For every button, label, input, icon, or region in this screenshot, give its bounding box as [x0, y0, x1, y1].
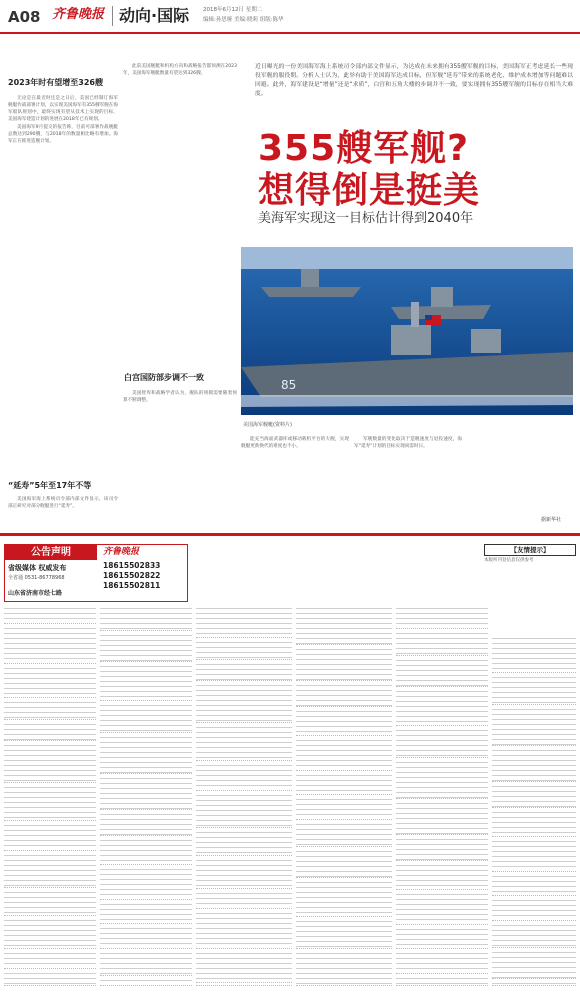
classified-ad-block [196, 858, 292, 889]
classified-ad-block [396, 801, 488, 835]
page-number: A08 [8, 8, 41, 26]
bottom-col-1 [241, 436, 349, 528]
classified-ad-block [100, 735, 192, 774]
classified-ad-block [296, 797, 392, 820]
classified-ad-block [396, 606, 488, 629]
classified-ad-block [296, 880, 392, 917]
bottom-para-1: 能充当海面武器库或移动载机平台的大舰，实现舰艇更新换代的难度也不小。 [241, 437, 349, 449]
left-subhead: 2023年时有望增至326艘 [8, 78, 103, 87]
classified-ad-block [4, 971, 96, 986]
left-para-2: 美国海军9月提交的报告称，目前可部署作战舰艇总数达到290艘，与2018年的数量相比略有增加。海军正在推进造舰计划。 [8, 125, 118, 144]
notice-phone-1: 18615502833 [103, 561, 161, 570]
classified-ad-block [196, 606, 292, 638]
left-bottom-body [8, 496, 118, 528]
classified-ad-block [4, 606, 96, 624]
classified-ad-block [196, 793, 292, 828]
classified-ad-block [296, 773, 392, 795]
classified-ad-block [396, 837, 488, 861]
classified-ad-block [4, 951, 96, 969]
classified-ad-block [296, 849, 392, 878]
classified-ad-block [100, 664, 192, 701]
classified-ad-block [196, 830, 292, 856]
classified-ad-block [4, 918, 96, 949]
classified-ad-block [4, 626, 96, 664]
classified-ad-block [492, 707, 576, 746]
middle-para-1: 此前美国舰艇和机构方向和战略报告都预测在2023年，美国海军舰艇数量有望达到326艘。 [123, 64, 237, 76]
classified-ad-block [196, 640, 292, 660]
bottom-para-2: 军舰数量的变化取决于造舰速度与退役速度，海军“延寿”计划的目标实现尚需时日。 [354, 437, 462, 449]
classified-ad-block [396, 658, 488, 687]
classified-ad-block [4, 853, 96, 888]
notice-sub: 省级媒体 权威发布 [8, 564, 67, 572]
notice-phone-3: 18615502811 [103, 581, 161, 590]
classified-ad-block [100, 951, 192, 976]
bottom-col-2 [354, 436, 462, 528]
notice-address: 山东省济南市经七路 [8, 590, 63, 597]
classified-ad-block [100, 926, 192, 949]
classified-ad-block [492, 675, 576, 705]
warship-photo [241, 247, 573, 415]
classified-ad-block [492, 839, 576, 872]
classified-ad-block [100, 902, 192, 924]
middle-para-2: 美国智库和战略学者认为，舰队的规模需要随着预算不断调整。 [123, 391, 237, 403]
classified-ad-block [492, 636, 576, 673]
friendly-tip-line: 本版所刊登信息仅供参考 [484, 558, 534, 563]
classified-ad-block [100, 776, 192, 810]
classified-ad-block [492, 874, 576, 896]
notice-title: 公告声明 [5, 545, 97, 560]
warship-photo-graphic [241, 247, 573, 415]
classified-ad-block [296, 683, 392, 707]
bottom-col-3 [466, 436, 572, 516]
left-column-body [8, 95, 118, 471]
classified-ad-block [296, 647, 392, 681]
classified-ad-block [296, 919, 392, 949]
classified-ad-block [492, 981, 576, 986]
middle-column-body [123, 63, 237, 365]
classified-ad-block [396, 728, 488, 758]
classified-ad-block [296, 951, 392, 986]
left-subhead-3: “延寿”5年至17年不等 [8, 481, 92, 490]
classified-ad-block [4, 666, 96, 698]
classified-ad-block [196, 891, 292, 909]
classified-ad-block [4, 743, 96, 783]
classified-ad-block [100, 812, 192, 836]
page-header [0, 0, 580, 34]
classified-ad-block [396, 863, 488, 890]
classified-ad-block [100, 703, 192, 733]
section-title: 动向·国际 [112, 6, 189, 26]
classified-ad-block [196, 911, 292, 949]
classified-ad-block [4, 890, 96, 916]
source-credit: 据新华社 [541, 517, 562, 523]
staff-line: 编辑:孙思娅 美编:晓莉 组版:陈华 [203, 17, 284, 23]
date-line: 2018年6月12日 星期二 [203, 7, 263, 13]
classified-ad-block [100, 606, 192, 631]
notice-ad [4, 544, 188, 602]
classified-ad-block [396, 976, 488, 986]
classified-ad-block [396, 951, 488, 974]
classified-ad-block [492, 810, 576, 837]
classified-ad-block [396, 927, 488, 949]
classified-ad-block [396, 892, 488, 925]
classified-ad-block [296, 606, 392, 645]
classified-ad-block [196, 725, 292, 761]
classified-ad-block [196, 951, 292, 983]
notice-brand: 齐鲁晚报 [103, 547, 140, 557]
classified-ad-block [492, 784, 576, 808]
photo-caption: 美国海军舰艇(资料片) [243, 422, 292, 428]
classified-ad-block [100, 867, 192, 900]
classified-ad-block [4, 700, 96, 720]
classified-ad-block [396, 689, 488, 726]
friendly-tip-title: 【友情提示】 [484, 544, 576, 556]
notice-phones [103, 561, 160, 591]
left-bottom-para: 美国海军海上系统司令部内部文件显示，该司令部正研究对部分舰艇进行“延寿”。 [8, 497, 118, 509]
classified-ad-block [4, 823, 96, 851]
classified-ad-block [100, 838, 192, 865]
headline-deck: 美海军实现这一目标估计得到2040年 [258, 211, 474, 226]
headline-line-1: 355艘军舰? [258, 128, 470, 169]
svg-text:85: 85 [281, 378, 297, 392]
classified-ad-block [492, 748, 576, 782]
classified-ad-block [100, 633, 192, 662]
classified-ads-grid [4, 606, 576, 990]
section-divider [0, 533, 580, 536]
middle-subhead: 白宫国防部步调不一致 [124, 373, 204, 382]
left-para-1: 无论是在最近时还是之日后，美国已经制订海军舰艇作战部署计划，以实现美国海军有355艘军舰在海军船队规划中，最终实现有望从技术上实现的目标，美国海军建造计划的进展在2018年已有规划。 [8, 96, 118, 122]
classified-ad-block [4, 785, 96, 821]
notice-tel: 全省通 0531-86778968 [8, 575, 65, 581]
classified-ad-block [492, 950, 576, 979]
middle-column-body-2 [123, 390, 237, 528]
classified-ad-block [4, 722, 96, 741]
classified-ad-block [196, 662, 292, 681]
classified-ad-block [492, 923, 576, 948]
lead-paragraph: 近日曝光的一份美国海军海上系统司令部内部文件显示，为达成在未来拥有355艘军舰的目标，美国海军正考虑延长一些现役军舰的服役期。分析人士认为，此举有助于美国海军达成目标，但军舰“延寿”带来的系统老化、维护成本增加等问题难以回避。此外，海军建设是“增量”还是“求质”，白宫和五角大楼的步调并不一致，要实现拥有355艘军舰的目标存在相当大难度。 [255, 64, 573, 97]
classified-ad-block [296, 822, 392, 847]
classified-ad-block [296, 738, 392, 771]
headline-line-2: 想得倒是挺美 [258, 170, 481, 211]
classified-ad-block [196, 683, 292, 723]
classified-ad-block [396, 760, 488, 799]
classified-ad-block [396, 631, 488, 656]
notice-phone-2: 18615502822 [103, 571, 161, 580]
classified-ad-block [492, 898, 576, 921]
classified-ad-block [296, 709, 392, 736]
classified-ad-block [196, 985, 292, 986]
classified-ad-block [196, 763, 292, 791]
newspaper-brand: 齐鲁晚报 [52, 7, 105, 22]
classified-ad-block [100, 978, 192, 986]
